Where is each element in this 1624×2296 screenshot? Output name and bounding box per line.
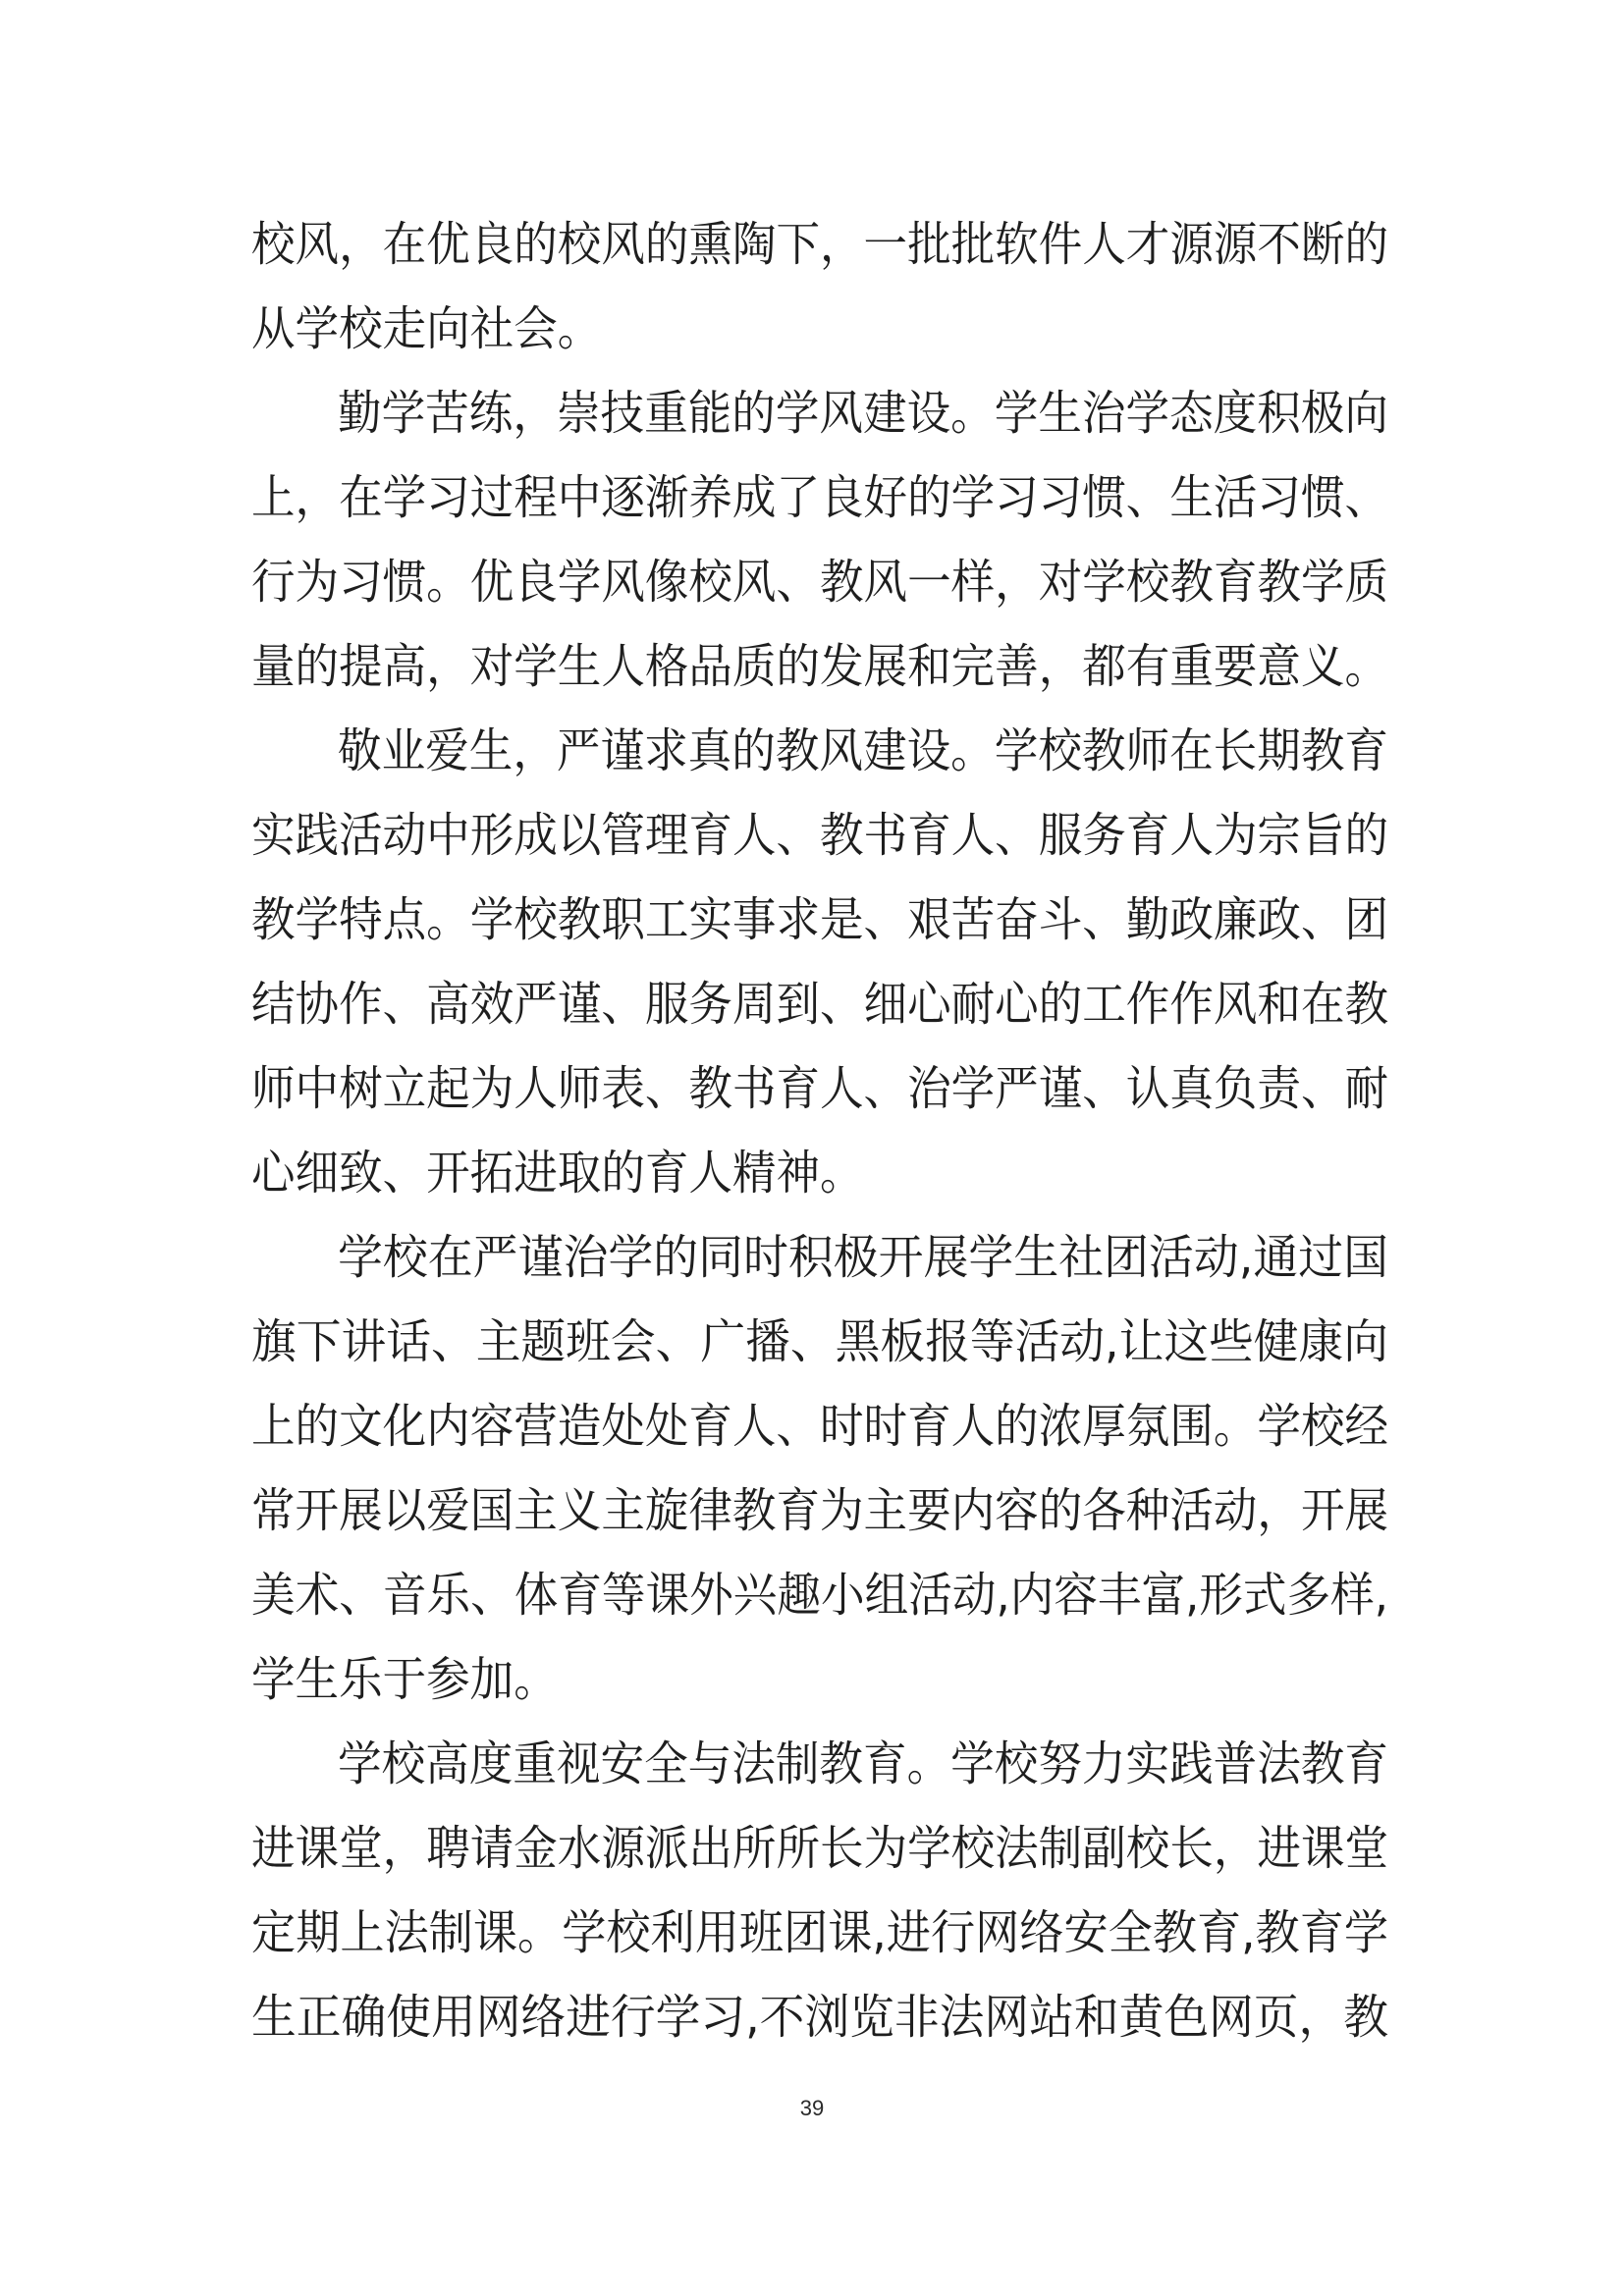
text-line: 进课堂，聘请金水源派出所所长为学校法制副校长，进课堂 [251, 1821, 1389, 1876]
text-line: 旗下讲话、主题班会、广播、黑板报等活动,让这些健康向 [251, 1314, 1389, 1369]
text-line: 常开展以爱国主义主旋律教育为主要内容的各种活动，开展 [251, 1483, 1389, 1538]
text-line: 实践活动中形成以管理育人、教书育人、服务育人为宗旨的 [251, 808, 1389, 863]
text-line: 生正确使用网络进行学习,不浏览非法网站和黄色网页，教 [251, 1990, 1389, 2045]
text-line: 上，在学习过程中逐渐养成了良好的学习习惯、生活习惯、 [251, 470, 1389, 525]
text-line: 上的文化内容营造处处育人、时时育人的浓厚氛围。学校经 [251, 1399, 1389, 1454]
text-line: 勤学苦练，崇技重能的学风建设。学生治学态度积极向 [338, 386, 1388, 441]
text-line: 量的提高，对学生人格品质的发展和完善，都有重要意义。 [251, 639, 1389, 694]
page-number: 39 [799, 2096, 825, 2120]
text-line: 教学特点。学校教职工实事求是、艰苦奋斗、勤政廉政、团 [251, 892, 1389, 947]
text-line: 校风，在优良的校风的熏陶下，一批批软件人才源源不断的 [251, 217, 1389, 272]
text-line: 学校高度重视安全与法制教育。学校努力实践普法教育 [338, 1736, 1388, 1791]
text-line: 定期上法制课。学校利用班团课,进行网络安全教育,教育学 [251, 1905, 1389, 1960]
text-line: 从学校走向社会。 [251, 301, 602, 356]
text-line: 学校在严谨治学的同时积极开展学生社团活动,通过国 [338, 1230, 1389, 1285]
text-line: 美术、音乐、体育等课外兴趣小组活动,内容丰富,形式多样, [251, 1568, 1388, 1623]
text-line: 结协作、高效严谨、服务周到、细心耐心的工作作风和在教 [251, 977, 1389, 1032]
text-line: 心细致、开拓进取的育人精神。 [251, 1146, 864, 1201]
text-line: 学生乐于参加。 [251, 1652, 558, 1707]
text-line: 行为习惯。优良学风像校风、教风一样，对学校教育教学质 [251, 555, 1389, 610]
text-line: 师中树立起为人师表、教书育人、治学严谨、认真负责、耐 [251, 1061, 1389, 1116]
text-line: 敬业爱生，严谨求真的教风建设。学校教师在长期教育 [338, 723, 1388, 778]
